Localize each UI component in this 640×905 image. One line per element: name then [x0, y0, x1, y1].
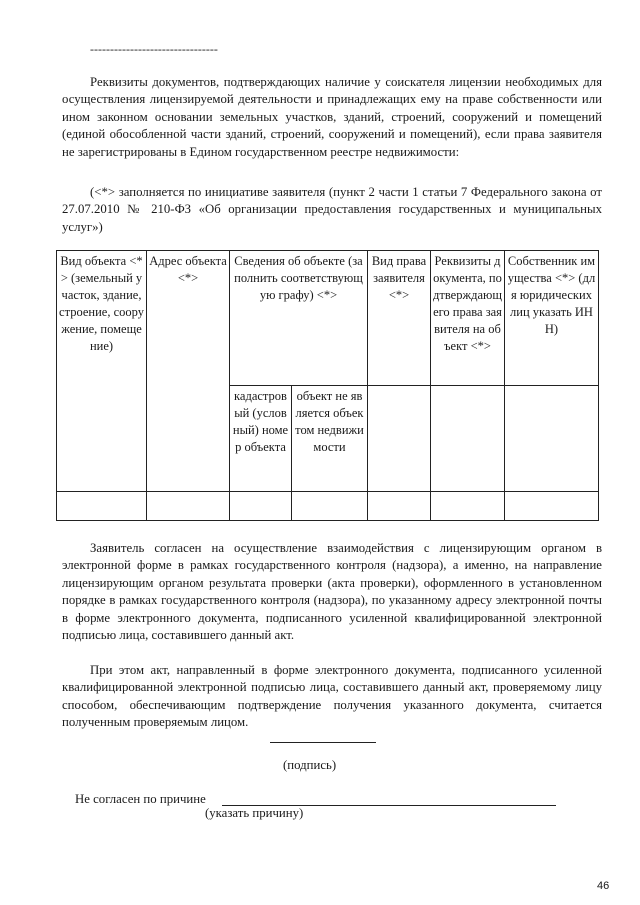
property-table: [56, 250, 599, 521]
input-cell[interactable]: [505, 492, 599, 521]
table-row: [57, 492, 599, 521]
subheader-cadastral-number: кадастровый (условный) номер объекта: [230, 386, 292, 492]
input-cell[interactable]: [147, 492, 230, 521]
header-object-address: Адрес объекта <*>: [147, 251, 230, 492]
input-cell[interactable]: [57, 492, 147, 521]
header-right-type: Вид права заявителя <*>: [368, 251, 431, 386]
input-cell[interactable]: [431, 492, 505, 521]
subheader-not-property: объект не является объектом недвижимости: [292, 386, 368, 492]
header-property-owner: Собственник имущества <*> (для юридических лиц указать ИНН): [505, 251, 599, 386]
header-object-type: Вид объекта <*> (земельный участок, здание, строение, сооружение, помещение): [57, 251, 147, 492]
empty-cell: [431, 386, 505, 492]
empty-cell: [505, 386, 599, 492]
paragraph-requisites: Реквизиты документов, подтверждающих наличие у соискателя лицензии необходимых для осуществления лицензируемой деятельности и принадлежащих ему на праве собственности или ином законном основании земельных участков, зданий, строений, сооружений и помещений (единой обособленной части зданий, строений, сооружений и помещений), если права заявителя не зарегистрированы в Едином государственном реестре недвижимости:: [62, 75, 602, 159]
header-object-info: Сведения об объекте (заполнить соответствующую графу) <*>: [230, 251, 368, 386]
input-cell[interactable]: [368, 492, 431, 521]
signature-line[interactable]: [270, 742, 376, 743]
empty-cell: [368, 386, 431, 492]
disagree-label: Не согласен по причине: [75, 792, 206, 806]
signature-label: (подпись): [283, 758, 337, 772]
reason-label: (указать причину): [205, 806, 304, 820]
paragraph-footnote: (<*> заполняется по инициативе заявителя (пункт 2 части 1 статьи 7 Федерального закона от 27.07.2010 № 210-ФЗ «Об организации предоставления государственных и муниципальных услуг»): [62, 185, 602, 234]
paragraph-consent: Заявитель согласен на осуществление взаимодействия с лицензирующим органом в электронной форме в рамках государственного контроля (надзора), а именно, на направление лицензирующим органом результата проверки (акта проверки), оформленного в установленном порядке в рамках государственного контроля (надзора), по указанному адресу электронной почты в форме электронного документа, подписанного усиленной квалифицированной электронной подписью лица, составившего данный акт.: [62, 541, 602, 643]
input-cell[interactable]: [292, 492, 368, 521]
input-cell[interactable]: [230, 492, 292, 521]
page-number: 46: [597, 880, 610, 892]
header-document-requisites: Реквизиты документа, подтверждающего права заявителя на объект <*>: [431, 251, 505, 386]
paragraph-act-delivery: При этом акт, направленный в форме электронного документа, подписанного усиленной квалифицированной электронной подписью лица, составившего данный акт, проверяемому лицу способом, обеспечивающим подтверждение получения указанного документа, считается полученным проверяемым лицом.: [62, 663, 602, 730]
separator-dashes: --------------------------------: [90, 42, 218, 56]
